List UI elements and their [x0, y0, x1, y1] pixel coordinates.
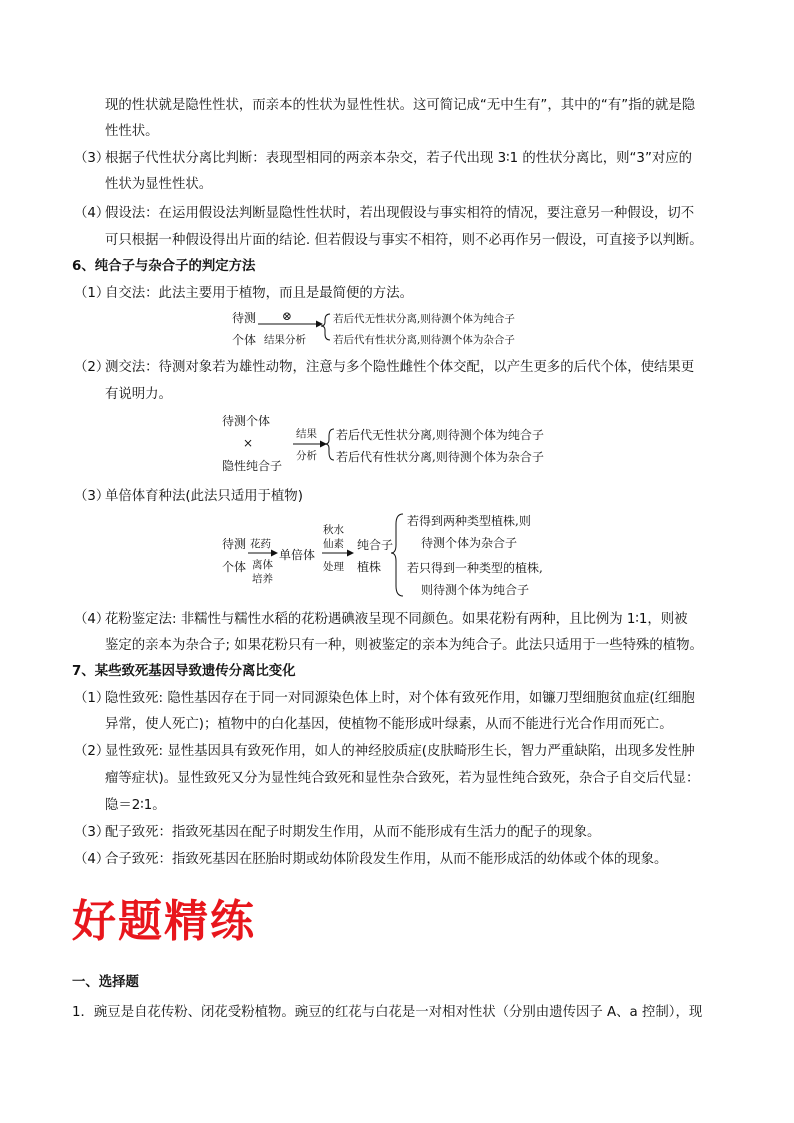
diagram-result: 则待测个体为纯合子 [421, 583, 530, 597]
diagram-result: 若后代无性状分离,则待测个体为纯合子 [333, 313, 515, 325]
practice-banner: 好题精练 [72, 896, 256, 947]
paragraph-line: 异常，使人死亡)；植物中的白化基因，使植物不能形成叶绿素，从而不能进行光合作用而死亡。 [105, 717, 673, 732]
diagram-label: 离体 [252, 559, 273, 571]
intro-line-2: 性性状。 [105, 124, 159, 139]
cross-symbol-icon: × [243, 436, 254, 450]
item-number: （2） [74, 744, 110, 759]
brace [325, 429, 334, 460]
paragraph-line: 自交法：此法主要用于植物，而且是最简便的方法。 [105, 286, 413, 301]
paragraph-line: 根据子代性状分离比判断：表现型相同的两亲本杂交，若子代出现 3∶1 的性状分离比，则“3”对应的 [105, 151, 693, 166]
diagram-label: 隐性纯合子 [222, 459, 283, 473]
diagram-label: 植株 [357, 560, 382, 574]
diagram-label: 待测 [222, 537, 247, 551]
diagram-label: 秋水 [323, 524, 344, 536]
item-number: （4） [74, 612, 110, 627]
brace [391, 514, 403, 596]
part-heading: 一、选择题 [72, 975, 139, 990]
question-line: 1．豌豆是自花传粉、闭花受粉植物。豌豆的红花与白花是一对相对性状（分别由遗传因子 A、a 控制），现 [72, 1005, 703, 1020]
paragraph-line: 瘤等症状)。显性致死又分为显性纯合致死和显性杂合致死，若为显性纯合致死，杂合子自交后代显： [105, 771, 700, 786]
item-number: （3） [74, 489, 110, 504]
diagram-label: 培养 [252, 573, 273, 585]
paragraph-line: 测交法：待测对象若为雄性动物，注意与多个隐性雌性个体交配，以产生更多的后代个体，使结果更 [105, 360, 695, 375]
item-number: （2） [74, 360, 110, 375]
diagram-label: 处理 [323, 561, 344, 573]
item-number: （3） [74, 151, 110, 166]
item-number: （4） [74, 206, 110, 221]
brace [321, 314, 330, 340]
paragraph-line: 可只根据一种假设得出片面的结论. 但若假设与事实不相符，则不必再作另一假设，可直接予以判断。 [105, 233, 703, 248]
section-heading: 6、纯合子与杂合子的判定方法 [72, 259, 256, 274]
intro-line-1: 现的性状就是隐性性状，而亲本的性状为显性性状。这可简记成“无中生有”，其中的“有”指的就是隐 [105, 98, 696, 113]
diagram-label: 结果 [296, 428, 317, 440]
diagram-result: 待测个体为杂合子 [421, 536, 518, 550]
diagram-label: 结果分析 [264, 334, 306, 346]
paragraph-line: 配子致死：指致死基因在配子时期发生作用，从而不能形成有生活力的配子的现象。 [105, 825, 601, 840]
paragraph-line: 有说明力。 [105, 387, 172, 402]
paragraph-line: 隐性致死: 隐性基因存在于同一对同源染色体上时，对个体有致死作用，如镰刀型细胞贫血症(红细胞 [105, 691, 695, 706]
diagram-label: 分析 [296, 450, 317, 462]
item-number: （1） [74, 691, 110, 706]
paragraph-line: 花粉鉴定法: 非糯性与糯性水稻的花粉遇碘液呈现不同颜色。如果花粉有两种，且比例为 1∶1，则被 [105, 612, 688, 627]
diagram-result: 若得到两种类型植株,则 [407, 514, 531, 528]
selfing-symbol-icon: ⊗ [282, 309, 293, 323]
paragraph-line: 显性致死: 显性基因具有致死作用，如人的神经胶质症(皮肤畸形生长，智力严重缺陷，出现多发性肿 [105, 744, 695, 759]
paragraph-line: 合子致死：指致死基因在胚胎时期或幼体阶段发生作用，从而不能形成活的幼体或个体的现象。 [105, 852, 668, 867]
diagram-result: 若只得到一种类型的植株, [407, 561, 543, 575]
diagram-label: 待测 [232, 311, 257, 325]
item-number: （4） [74, 852, 110, 867]
diagram-result: 若后代有性状分离,则待测个体为杂合子 [336, 450, 544, 464]
paragraph-line: 假设法：在运用假设法判断显隐性性状时，若出现假设与事实相符的情况，要注意另一种假设，切不 [105, 206, 695, 221]
section-heading: 7、某些致死基因导致遗传分离比变化 [72, 664, 296, 679]
diagram-label: 纯合子 [357, 538, 394, 552]
paragraph-line: 性状为显性性状。 [105, 177, 213, 192]
diagram-label: 单倍体 [279, 548, 316, 562]
diagram-label: 个体 [232, 333, 257, 347]
diagram-label: 待测个体 [222, 414, 271, 428]
diagram-result: 若后代无性状分离,则待测个体为纯合子 [336, 428, 544, 442]
diagram-label: 个体 [222, 560, 247, 574]
paragraph-line: 隐＝2∶1。 [105, 798, 166, 813]
diagram-result: 若后代有性状分离,则待测个体为杂合子 [333, 334, 515, 346]
paragraph-line: 鉴定的亲本为杂合子; 如果花粉只有一种，则被鉴定的亲本为纯合子。此法只适用于一些特殊的植物。 [105, 638, 703, 653]
item-number: （3） [74, 825, 110, 840]
diagram-label: 花药 [250, 538, 271, 550]
diagram-label: 仙素 [323, 538, 344, 550]
paragraph-line: 单倍体育种法(此法只适用于植物) [105, 489, 303, 504]
item-number: （1） [74, 286, 110, 301]
